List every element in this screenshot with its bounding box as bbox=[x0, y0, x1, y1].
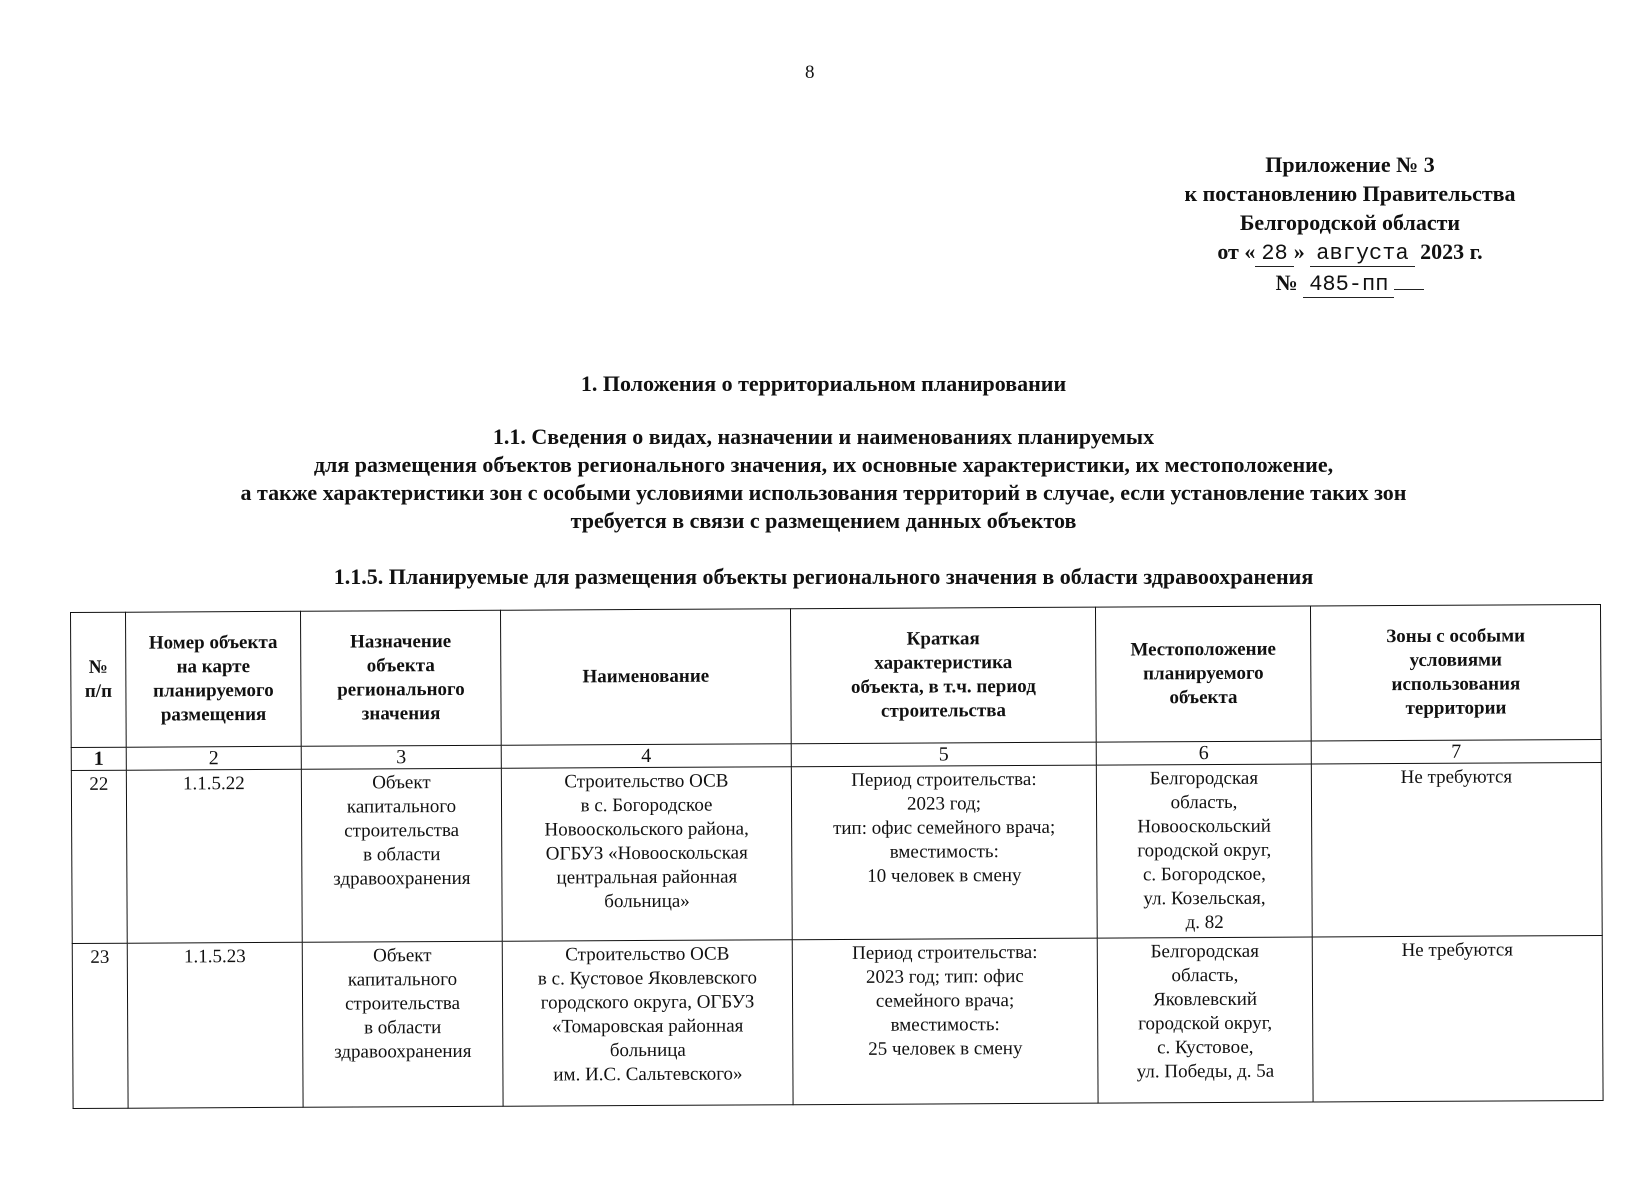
header-characteristics: Краткая характеристика объекта, в т.ч. период строительства bbox=[790, 607, 1096, 744]
appendix-title: Приложение № 3 bbox=[1265, 152, 1435, 177]
cell-zones: Не требуются bbox=[1311, 762, 1602, 937]
column-number: 5 bbox=[791, 742, 1096, 767]
appendix-number bbox=[1130, 268, 1570, 299]
cell-name: Строительство ОСВ в с. Богородское Новооскольского района, ОГБУЗ «Новооскольская центральная районная больница» bbox=[501, 767, 792, 942]
cell-characteristics: Период строительства: 2023 год; тип: офис семейного врача; вместимость: 10 человек в смену bbox=[791, 765, 1097, 940]
cell-name: Строительство ОСВ в с. Кустовое Яковлевского городского округа, ОГБУЗ «Томаровская районная больница им. И.С. Сальтевского» bbox=[502, 940, 793, 1107]
table-row bbox=[72, 935, 1603, 1108]
table-row bbox=[71, 762, 1602, 943]
column-number: 4 bbox=[501, 744, 791, 769]
column-number: 6 bbox=[1096, 741, 1311, 765]
subsection-heading-line-3: а также характеристики зон с особыми условиями использования территорий в случае, если установление таких зон bbox=[240, 480, 1407, 505]
document-number: 485-пп bbox=[1303, 272, 1394, 298]
appendix-block bbox=[1130, 150, 1570, 299]
objects-table-wrapper bbox=[70, 604, 1603, 1109]
subsection-heading-line-4: требуется в связи с размещением данных объектов bbox=[570, 508, 1077, 533]
cell-location: Белгородская область, Новооскольский городской округ, с. Богородское, ул. Козельская, д. 82 bbox=[1096, 764, 1312, 938]
table-caption: 1.1.5. Планируемые для размещения объекты регионального значения в области здравоохранения bbox=[333, 564, 1314, 589]
header-name: Наименование bbox=[500, 609, 791, 746]
cell-num: 23 bbox=[72, 943, 128, 1108]
subsection-heading-line-1: 1.1. Сведения о видах, назначении и наименованиях планируемых bbox=[492, 424, 1155, 449]
page-number: 8 bbox=[805, 62, 815, 83]
cell-purpose: Объект капитального строительства в области здравоохранения bbox=[302, 941, 503, 1107]
cell-object-number: 1.1.5.23 bbox=[127, 942, 303, 1108]
cell-zones: Не требуются bbox=[1312, 935, 1603, 1102]
section-heading: 1. Положения о территориальном планировании bbox=[580, 371, 1067, 396]
cell-purpose: Объект капитального строительства в области здравоохранения bbox=[301, 768, 502, 942]
header-zones: Зоны с особыми условиями использования территории bbox=[1310, 604, 1601, 741]
column-number: 7 bbox=[1311, 739, 1601, 764]
column-number: 3 bbox=[301, 745, 501, 769]
number-underline bbox=[1394, 289, 1424, 290]
cell-location: Белгородская область, Яковлевский городской округ, с. Кустовое, ул. Победы, д. 5а bbox=[1097, 937, 1313, 1103]
appendix-resolution: к постановлению Правительства bbox=[1184, 181, 1516, 206]
header-purpose: Назначение объекта регионального значения bbox=[300, 610, 501, 746]
subsection-heading bbox=[0, 423, 1647, 535]
cell-object-number: 1.1.5.22 bbox=[126, 769, 302, 943]
appendix-region: Белгородской области bbox=[1239, 210, 1461, 235]
subsection-heading-line-2: для размещения объектов регионального значения, их основные характеристики, их местоположение, bbox=[313, 452, 1334, 477]
header-location: Местоположение планируемого объекта bbox=[1095, 606, 1311, 742]
table-header-row bbox=[71, 604, 1602, 747]
number-prefix: № bbox=[1275, 270, 1298, 295]
column-number: 2 bbox=[126, 746, 301, 770]
date-year: 2023 г. bbox=[1420, 239, 1483, 264]
date-mid: » bbox=[1293, 239, 1305, 264]
objects-table bbox=[70, 604, 1604, 1109]
date-day: 28 bbox=[1255, 241, 1293, 267]
date-prefix: от « bbox=[1217, 239, 1256, 264]
header-object-number: Номер объекта на карте планируемого размещения bbox=[126, 611, 302, 747]
cell-characteristics: Период строительства: 2023 год; тип: офис семейного врача; вместимость: 25 человек в смену bbox=[792, 938, 1098, 1105]
header-num: № п/п bbox=[71, 612, 127, 747]
date-month: августа bbox=[1310, 241, 1414, 267]
column-number: 1 bbox=[71, 747, 126, 770]
cell-num: 22 bbox=[71, 770, 127, 943]
appendix-date bbox=[1130, 237, 1570, 268]
